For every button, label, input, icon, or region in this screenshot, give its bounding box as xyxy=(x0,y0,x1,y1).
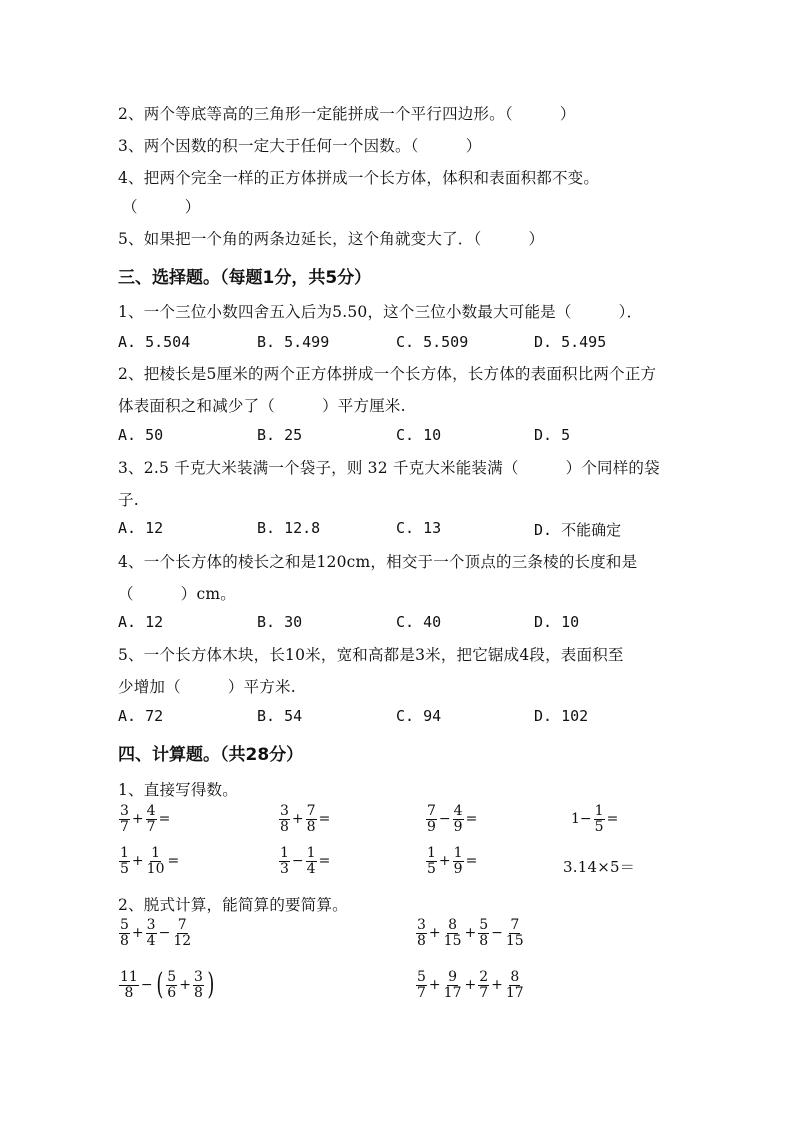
expr-r1-4: 1− $\frac{1}{5}$ = xyxy=(571,803,619,835)
fraction: $\frac{1}{5}$ xyxy=(120,845,129,877)
option-b: B. 25 xyxy=(257,426,303,444)
expr-r1-3: $\frac{7}{9}$ − $\frac{4}{9}$ = xyxy=(427,803,478,835)
judge-question-3: 3、两个因数的积一定大于任何一个因数。（ ） xyxy=(118,137,482,155)
option-b: B. 54 xyxy=(257,707,303,725)
fraction: $\frac{7}{12}$ xyxy=(173,917,192,949)
expr-r2-4: 3.14×5＝ xyxy=(563,858,635,876)
choice-q5-text-line1: 5、一个长方体木块，长10米，宽和高都是3米，把它锯成4段，表面积至 xyxy=(118,646,624,664)
judge-question-5: 5、如果把一个角的两条边延长，这个角就变大了．（ ） xyxy=(118,230,545,248)
fraction: $\frac{3}{7}$ xyxy=(120,803,129,835)
expr-r2-3: $\frac{1}{5}$ + $\frac{1}{9}$ = xyxy=(427,845,478,877)
fraction: $\frac{8}{15}$ xyxy=(443,917,462,949)
fraction: $\frac{4}{7}$ xyxy=(146,803,156,835)
choice-q4-text-line1: 4、一个长方体的棱长之和是120cm，相交于一个顶点的三条棱的长度和是 xyxy=(118,553,638,571)
section-choice-heading: 三、选择题。（每题1分，共5分） xyxy=(118,268,372,288)
expr-r1-2: $\frac{3}{8}$ + $\frac{7}{8}$ = xyxy=(280,803,331,835)
fraction: $\frac{5}{7}$ xyxy=(417,969,426,1001)
fraction: $\frac{1}{4}$ xyxy=(306,845,316,877)
fraction: $\frac{5}{8}$ xyxy=(120,917,129,949)
choice-q3-text-line1: 3、2.5 千克大米装满一个袋子，则 32 千克大米能装满（ ）个同样的袋 xyxy=(118,459,660,477)
choice-q5-text-line2: 少增加（ ）平方米. xyxy=(118,678,296,696)
option-b: B. 30 xyxy=(257,613,303,631)
fraction: $\frac{3}{4}$ xyxy=(146,917,156,949)
fraction: $\frac{3}{8}$ xyxy=(280,803,289,835)
fraction: $\frac{5}{6}$ xyxy=(167,969,177,1001)
fraction: $\frac{1}{3}$ xyxy=(280,845,289,877)
judge-question-4: 4、把两个完全一样的正方体拼成一个长方体，体积和表面积都不变。 xyxy=(118,169,600,187)
calc-sub1: 1、直接写得数。 xyxy=(118,781,238,799)
fraction: $\frac{3}{8}$ xyxy=(417,917,426,949)
expr-step-1: $\frac{5}{8}$ + $\frac{3}{4}$ − $\frac{7}{12}$ xyxy=(120,917,192,949)
fraction: $\frac{5}{8}$ xyxy=(479,917,489,949)
expr-r2-2: $\frac{1}{3}$ − $\frac{1}{4}$ = xyxy=(280,845,331,877)
fraction: $\frac{3}{8}$ xyxy=(193,969,203,1001)
calc-sub2: 2、脱式计算，能简算的要简算。 xyxy=(118,896,348,914)
expr-r2-1: $\frac{1}{5}$ + $\frac{1}{10}$ = xyxy=(120,845,180,877)
option-c: C. 40 xyxy=(396,613,442,631)
fraction: $\frac{11}{8}$ xyxy=(120,969,138,1001)
fraction: $\frac{1}{5}$ xyxy=(427,845,436,877)
choice-q4-text-line2: （ ）cm。 xyxy=(118,585,236,603)
expr-step-2: $\frac{3}{8}$ + $\frac{8}{15}$ + $\frac{5}{8}$ − $\frac{7}{15}$ xyxy=(417,917,524,949)
choice-q2-text-line1: 2、把棱长是5厘米的两个正方体拼成一个长方体，长方体的表面积比两个正方 xyxy=(118,365,657,383)
expr-r1-1: $\frac{3}{7}$ + $\frac{4}{7}$ = xyxy=(120,803,171,835)
fraction: $\frac{7}{15}$ xyxy=(505,917,524,949)
option-d: D. 5 xyxy=(534,426,571,444)
option-a: A. 12 xyxy=(118,519,164,537)
option-d: D. 10 xyxy=(534,613,580,631)
judge-question-4-paren: （ ） xyxy=(122,198,201,216)
option-d: D. 5.495 xyxy=(534,333,607,351)
fraction: $\frac{7}{8}$ xyxy=(306,803,316,835)
expr-step-3: $\frac{11}{8}$ − ( $\frac{5}{6}$ + $\frac{3}{8}$ ) xyxy=(120,967,215,1003)
fraction: $\frac{1}{9}$ xyxy=(453,845,463,877)
option-c: C. 10 xyxy=(396,426,442,444)
option-c: C. 13 xyxy=(396,519,442,537)
option-d: D. 不能确定 xyxy=(534,521,622,539)
fraction: $\frac{4}{9}$ xyxy=(453,803,463,835)
option-a: A. 12 xyxy=(118,613,164,631)
choice-q3-text-line2: 子. xyxy=(118,491,139,509)
fraction: $\frac{8}{17}$ xyxy=(505,969,524,1001)
option-c: C. 5.509 xyxy=(396,333,469,351)
fraction: $\frac{7}{9}$ xyxy=(427,803,436,835)
fraction: $\frac{2}{7}$ xyxy=(479,969,489,1001)
fraction: $\frac{1}{10}$ xyxy=(146,845,165,877)
option-a: A. 72 xyxy=(118,707,164,725)
expr-step-4: $\frac{5}{7}$ + $\frac{9}{17}$ + $\frac{2}{7}$ + $\frac{8}{17}$ xyxy=(417,969,524,1001)
option-a: A. 5.504 xyxy=(118,333,191,351)
option-d: D. 102 xyxy=(534,707,589,725)
option-b: B. 5.499 xyxy=(257,333,330,351)
choice-q1-text: 1、一个三位小数四舍五入后为5.50，这个三位小数最大可能是（ ）． xyxy=(118,303,643,321)
judge-question-2: 2、两个等底等高的三角形一定能拼成一个平行四边形。（ ） xyxy=(118,105,576,123)
option-c: C. 94 xyxy=(396,707,442,725)
fraction: $\frac{9}{17}$ xyxy=(443,969,462,1001)
option-b: B. 12.8 xyxy=(257,519,321,537)
choice-q2-text-line2: 体表面积之和减少了（ ）平方厘米. xyxy=(118,397,406,415)
fraction: $\frac{1}{5}$ xyxy=(594,803,604,835)
section-calc-heading: 四、计算题。（共28分） xyxy=(118,745,304,765)
option-a: A. 50 xyxy=(118,426,164,444)
